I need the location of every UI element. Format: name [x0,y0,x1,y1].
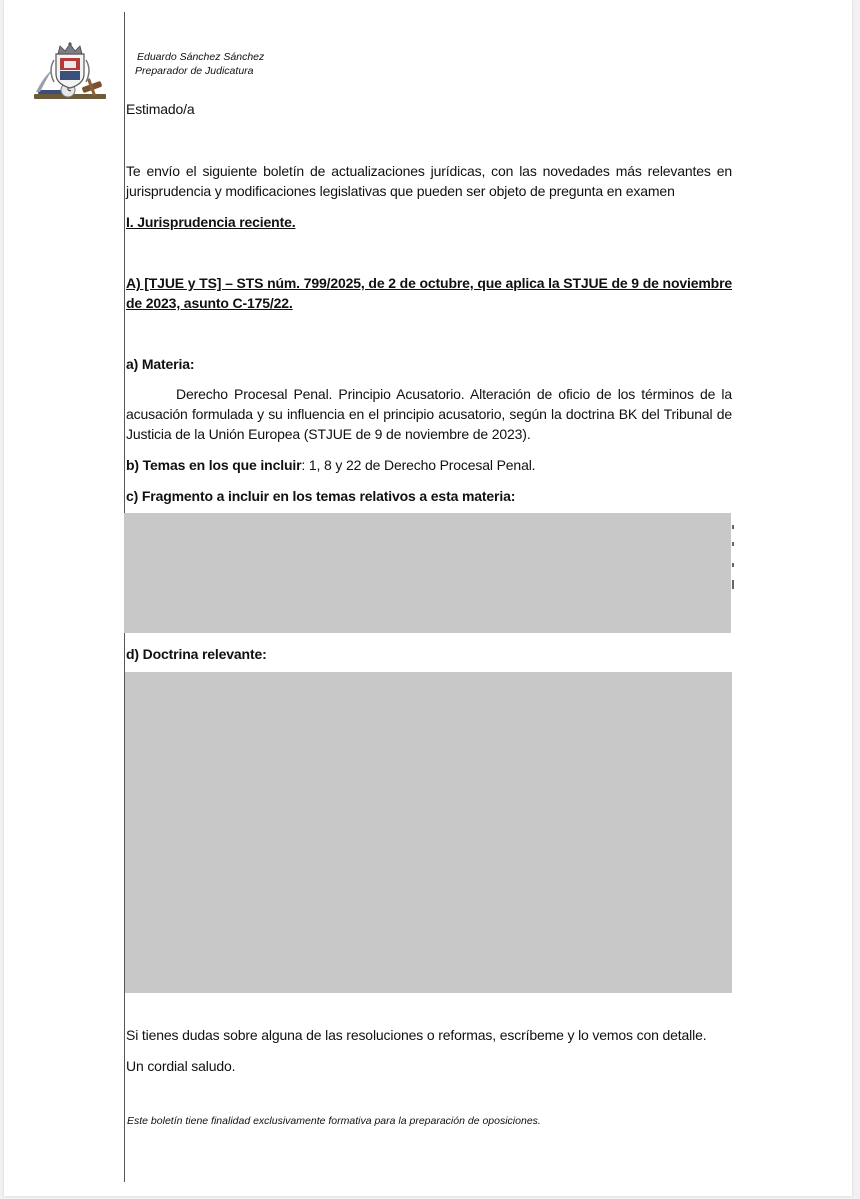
document-page [4,0,852,1196]
section-title: I. Jurisprudencia reciente. [126,214,296,230]
closing-question: Si tienes dudas sobre alguna de las resoluciones o reformas, escríbeme y lo vemos con detalle. [126,1027,707,1043]
fragmento-label: c) Fragmento a incluir en los temas relativos a esta materia: [126,488,516,504]
author-name: Eduardo Sánchez Sánchez [137,51,265,63]
doctrina-label: d) Doctrina relevante: [126,646,267,662]
closing-salute: Un cordial saludo. [126,1058,236,1074]
temas-text: : 1, 8 y 22 de Derecho Procesal Penal. [301,457,536,473]
case-title: A) [TJUE y TS] – STS núm. 799/2025, de 2 de octubre, que aplica la STJUE de 9 de noviembre de 2023, asunto C-175/22. [126,275,732,311]
edge-mark [732,525,734,529]
temas-label: b) Temas en los que incluir [126,457,302,473]
author-role: Preparador de Judicatura [135,65,254,77]
redacted-doctrina-block [125,672,732,993]
edge-mark [732,563,734,567]
materia-label: a) Materia: [126,356,195,372]
temas-line [126,455,732,475]
intro-paragraph: Te envío el siguiente boletín de actualizaciones jurídicas, con las novedades más relevantes en jurisprudencia y modificaciones legislativas que pueden ser objeto de pregunta en examen [126,163,732,199]
greeting: Estimado/a [126,101,195,117]
judicial-crest-icon [30,40,110,104]
edge-mark [732,580,734,589]
redacted-fragment-block [124,513,731,633]
footer-disclaimer: Este boletín tiene finalidad exclusivamente formativa para la preparación de oposiciones. [127,1115,541,1127]
edge-mark [732,542,734,546]
materia-text: Derecho Procesal Penal. Principio Acusatorio. Alteración de oficio de los términos de la acusación formulada y su influencia en el principio acusatorio, según la doctrina BK del Tribunal de Justicia de la Unión Europea (STJUE de 9 de noviembre de 2023). [126,386,732,442]
